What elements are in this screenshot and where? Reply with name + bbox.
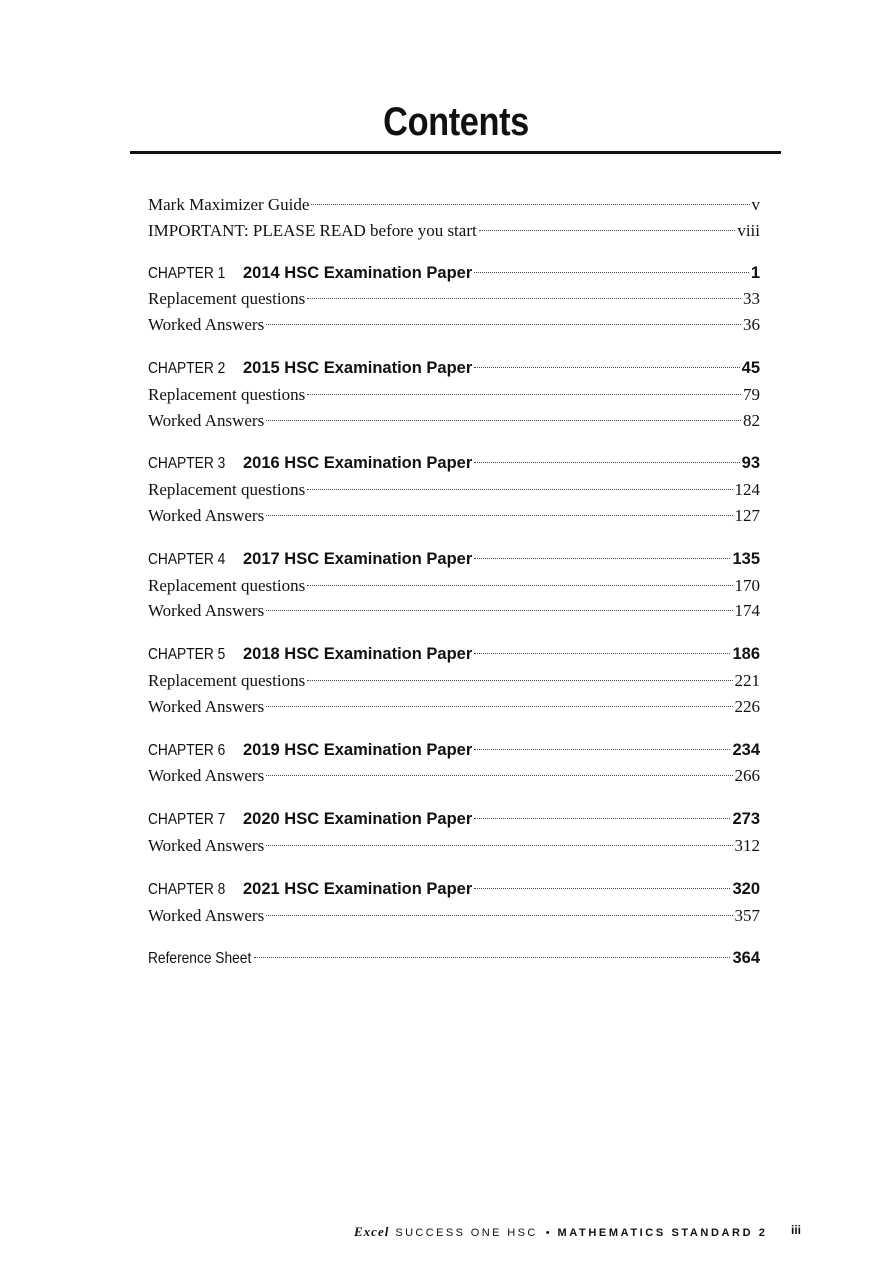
toc-sub-entry[interactable]: [148, 312, 760, 338]
toc-entry-label: Worked Answers: [148, 315, 265, 335]
dot-leader: [266, 915, 732, 916]
dot-leader: [266, 845, 732, 846]
toc-chapter-entry[interactable]: [148, 356, 760, 382]
toc-sub-entry[interactable]: [148, 668, 760, 694]
toc-entry-page: 33: [743, 289, 760, 309]
chapter-number: CHAPTER 7: [148, 811, 226, 829]
dot-leader: [266, 706, 732, 707]
chapter-page: 93: [741, 454, 760, 473]
toc-chapter-block: [148, 356, 760, 433]
toc-chapter-block: [148, 807, 760, 859]
toc-sub-entry[interactable]: [148, 477, 760, 503]
toc-entry-page: v: [751, 195, 760, 214]
toc-entry-page: viii: [737, 220, 760, 240]
footer-page-number: iii: [791, 1223, 802, 1237]
chapter-page: 234: [732, 740, 760, 759]
dot-leader: [266, 420, 741, 421]
toc-entry-label: Worked Answers: [148, 601, 265, 621]
chapter-number: CHAPTER 2: [148, 359, 226, 377]
chapter-number: CHAPTER 4: [148, 550, 226, 568]
chapter-title: 2018 HSC Examination Paper: [243, 645, 473, 664]
toc-entry-page: 124: [734, 480, 760, 500]
toc-entry-page: 312: [734, 835, 760, 855]
toc-sub-entry[interactable]: [148, 286, 760, 312]
chapter-number: CHAPTER 5: [148, 646, 226, 664]
dot-leader: [307, 298, 741, 299]
footer-series: SUCCESS ONE HSC: [395, 1227, 538, 1239]
toc-sub-entry[interactable]: [148, 763, 760, 789]
toc-sub-entry[interactable]: [148, 382, 760, 408]
chapter-page: 273: [732, 810, 760, 829]
toc-entry-label: Worked Answers: [148, 505, 265, 525]
toc-entry-page: 221: [734, 670, 760, 690]
dot-leader: [474, 653, 730, 654]
dot-leader: [474, 749, 730, 750]
chapter-title: 2019 HSC Examination Paper: [243, 740, 473, 759]
chapter-number: CHAPTER 8: [148, 880, 226, 898]
chapter-page: 1: [750, 263, 760, 282]
toc-sub-entry[interactable]: [148, 903, 760, 929]
toc-entry-label: Reference Sheet: [148, 950, 252, 968]
toc-intro-block: [148, 192, 760, 244]
toc-entry-page: 266: [734, 766, 760, 786]
toc-sub-entry[interactable]: [148, 833, 760, 859]
chapter-number: CHAPTER 1: [148, 264, 226, 282]
chapter-number: CHAPTER 3: [148, 455, 226, 473]
toc-entry-page: 174: [734, 601, 760, 621]
dot-leader: [307, 489, 732, 490]
toc-entry-label: Replacement questions: [148, 670, 306, 690]
toc-entry-label: Worked Answers: [148, 696, 265, 716]
toc-chapter-block: [148, 547, 760, 624]
dot-leader: [307, 394, 741, 395]
dot-leader: [307, 585, 732, 586]
toc-entry-reference-sheet[interactable]: [148, 946, 760, 972]
dot-leader: [474, 888, 730, 889]
toc-entry-label: Replacement questions: [148, 480, 306, 500]
toc-chapter-entry[interactable]: [148, 261, 760, 287]
toc-sub-entry[interactable]: [148, 503, 760, 529]
toc-entry-label: Worked Answers: [148, 766, 265, 786]
toc-chapter-block: [148, 261, 760, 338]
toc-sub-entry[interactable]: [148, 694, 760, 720]
page-footer: [354, 1223, 802, 1240]
dot-leader: [474, 462, 739, 463]
toc-chapter-entry[interactable]: [148, 642, 760, 668]
toc-chapter-entry[interactable]: [148, 877, 760, 903]
toc-entry-label: Worked Answers: [148, 410, 265, 430]
toc-entry-label: Worked Answers: [148, 905, 265, 925]
dot-leader: [474, 272, 749, 273]
toc-chapter-entry[interactable]: [148, 451, 760, 477]
toc-entry-label: Mark Maximizer Guide: [148, 195, 310, 214]
chapter-page: 135: [732, 549, 760, 568]
toc-entry-label: IMPORTANT: PLEASE READ before you start: [148, 220, 477, 240]
toc-entry-label: Replacement questions: [148, 289, 306, 309]
table-of-contents: [148, 192, 760, 990]
page-title: Contents: [383, 100, 529, 144]
toc-entry-page: 36: [743, 315, 760, 335]
toc-entry-page: 364: [732, 949, 760, 968]
toc-reference-block: [148, 946, 760, 972]
chapter-title: 2015 HSC Examination Paper: [243, 358, 473, 377]
toc-chapter-block: [148, 642, 760, 719]
toc-entry-page: 226: [734, 696, 760, 716]
dot-leader: [474, 818, 730, 819]
footer-separator: •: [545, 1227, 550, 1239]
chapter-title: 2014 HSC Examination Paper: [243, 263, 473, 282]
chapter-page: 186: [732, 645, 760, 664]
chapter-page: 45: [741, 358, 760, 377]
toc-entry-page: 82: [743, 410, 760, 430]
toc-entry-important[interactable]: [148, 218, 760, 244]
toc-entry-page: 79: [743, 384, 760, 404]
footer-brand: Excel: [354, 1224, 390, 1239]
toc-sub-entry[interactable]: [148, 408, 760, 434]
dot-leader: [474, 367, 739, 368]
toc-entry-page: 357: [734, 905, 760, 925]
chapter-title: 2020 HSC Examination Paper: [243, 810, 473, 829]
toc-sub-entry[interactable]: [148, 573, 760, 599]
chapter-title: 2016 HSC Examination Paper: [243, 454, 473, 473]
dot-leader: [479, 230, 736, 231]
dot-leader: [266, 515, 732, 516]
toc-chapter-block: [148, 451, 760, 528]
toc-entry-mark-maximizer[interactable]: [148, 192, 760, 218]
dot-leader: [266, 324, 741, 325]
toc-entry-page: 170: [734, 575, 760, 595]
toc-chapter-entry[interactable]: [148, 738, 760, 764]
toc-entry-page: 127: [734, 505, 760, 525]
toc-chapter-block: [148, 738, 760, 790]
toc-entry-label: Replacement questions: [148, 384, 306, 404]
dot-leader: [474, 558, 730, 559]
dot-leader: [307, 680, 732, 681]
dot-leader: [254, 957, 730, 958]
toc-chapter-entry[interactable]: [148, 547, 760, 573]
dot-leader: [266, 610, 732, 611]
dot-leader: [311, 204, 749, 205]
chapter-title: 2017 HSC Examination Paper: [243, 549, 473, 568]
chapter-number: CHAPTER 6: [148, 741, 226, 759]
toc-chapter-entry[interactable]: [148, 807, 760, 833]
dot-leader: [266, 775, 732, 776]
title-rule: [130, 151, 781, 154]
chapter-title: 2021 HSC Examination Paper: [243, 879, 473, 898]
toc-entry-label: Worked Answers: [148, 835, 265, 855]
toc-chapter-block: [148, 877, 760, 929]
chapter-page: 320: [732, 879, 760, 898]
footer-subject: MATHEMATICS STANDARD 2: [557, 1227, 768, 1239]
toc-entry-label: Replacement questions: [148, 575, 306, 595]
toc-sub-entry[interactable]: [148, 598, 760, 624]
